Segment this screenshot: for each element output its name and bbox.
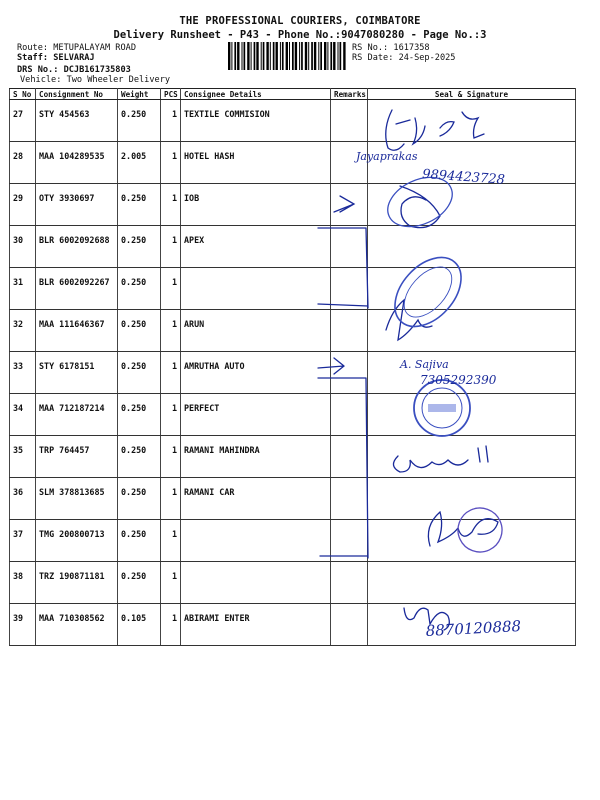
cell-weight: 0.250: [118, 436, 161, 478]
cell-consignment: MAA 712187214: [36, 394, 118, 436]
cell-pcs: 1: [161, 436, 181, 478]
cell-consignment: TMG 200800713: [36, 520, 118, 562]
col-remarks: Remarks: [331, 89, 368, 100]
cell-sno: 28: [10, 142, 36, 184]
col-pcs: PCS: [161, 89, 181, 100]
cell-weight: 0.250: [118, 100, 161, 142]
cell-signature: [368, 142, 576, 184]
barcode-bar: [299, 42, 300, 70]
cell-weight: 0.250: [118, 394, 161, 436]
handwritten-phone-row-28: 9894423728: [421, 167, 506, 188]
cell-signature: [368, 268, 576, 310]
col-seal-signature: Seal & Signature: [368, 89, 576, 100]
cell-pcs: 1: [161, 478, 181, 520]
cell-pcs: 1: [161, 562, 181, 604]
table-row: [10, 436, 576, 478]
cell-weight: 0.250: [118, 184, 161, 226]
cell-remarks: [331, 604, 368, 646]
cell-weight: 0.250: [118, 520, 161, 562]
cell-remarks: [331, 310, 368, 352]
handwritten-phone-row-39: 8870120888: [425, 617, 522, 640]
cell-consignee: ABIRAMI ENTER: [181, 604, 331, 646]
cell-sno: 39: [10, 604, 36, 646]
cell-signature: [368, 310, 576, 352]
cell-signature: [368, 100, 576, 142]
cell-remarks: [331, 268, 368, 310]
rs-number: RS No.: 1617358: [352, 43, 430, 53]
col-weight: Weight: [118, 89, 161, 100]
cell-consignment: TRZ 190871181: [36, 562, 118, 604]
cell-consignee: [181, 268, 331, 310]
cell-sno: 36: [10, 478, 36, 520]
cell-pcs: 1: [161, 184, 181, 226]
cell-consignee: RAMANI CAR: [181, 478, 331, 520]
barcode-bar: [256, 42, 258, 70]
cell-weight: 0.250: [118, 310, 161, 352]
cell-sno: 29: [10, 184, 36, 226]
cell-consignment: TRP 764457: [36, 436, 118, 478]
runsheet-table: [9, 88, 576, 646]
cell-consignee: ARUN: [181, 310, 331, 352]
cell-signature: [368, 226, 576, 268]
table-header-row: [10, 89, 576, 100]
staff-label: Staff: SELVARAJ: [17, 53, 95, 63]
cell-remarks: [331, 562, 368, 604]
company-title: THE PROFESSIONAL COURIERS, COIMBATORE: [179, 15, 421, 27]
cell-remarks: [331, 142, 368, 184]
cell-remarks: [331, 478, 368, 520]
cell-consignee: TEXTILE COMMISION: [181, 100, 331, 142]
barcode-bar: [270, 42, 271, 70]
cell-consignee: APEX: [181, 226, 331, 268]
cell-consignment: STY 6178151: [36, 352, 118, 394]
runsheet-subtitle: Delivery Runsheet - P43 - Phone No.:9047080280 - Page No.:3: [113, 29, 487, 41]
cell-sno: 27: [10, 100, 36, 142]
cell-signature: [368, 436, 576, 478]
table-row: [10, 352, 576, 394]
cell-pcs: 1: [161, 226, 181, 268]
cell-pcs: 1: [161, 310, 181, 352]
cell-remarks: [331, 520, 368, 562]
barcode-bar: [242, 42, 243, 70]
barcode-bar: [305, 42, 307, 70]
barcode-bar: [330, 42, 332, 70]
drs-number: DRS No.: DCJB161735803: [17, 65, 131, 75]
cell-consignment: OTY 3930697: [36, 184, 118, 226]
barcode-bar: [338, 42, 339, 70]
barcode-bar: [251, 42, 252, 70]
cell-sno: 30: [10, 226, 36, 268]
cell-sno: 31: [10, 268, 36, 310]
table-row: [10, 184, 576, 226]
cell-consignment: STY 454563: [36, 100, 118, 142]
handwritten-phone-row-33: 7305292390: [420, 373, 497, 387]
barcode-bar: [314, 42, 316, 70]
barcode-icon: [228, 42, 348, 70]
cell-consignment: SLM 378813685: [36, 478, 118, 520]
cell-pcs: 1: [161, 352, 181, 394]
barcode-bar: [231, 42, 232, 70]
barcode-bar: [247, 42, 249, 70]
cell-pcs: 1: [161, 268, 181, 310]
cell-signature: [368, 562, 576, 604]
barcode-bar: [318, 42, 319, 70]
barcode-bar: [289, 42, 290, 70]
barcode-bar: [234, 42, 236, 70]
cell-pcs: 1: [161, 520, 181, 562]
cell-signature: [368, 184, 576, 226]
handwritten-name-row-28: Jayaprakas: [356, 150, 418, 163]
vehicle-label: Vehicle: Two Wheeler Delivery: [20, 75, 171, 85]
cell-consignee: HOTEL HASH: [181, 142, 331, 184]
table-row: [10, 394, 576, 436]
table-row: [10, 520, 576, 562]
barcode-bar: [266, 42, 268, 70]
col-sno: S No: [10, 89, 36, 100]
barcode-bar: [237, 42, 239, 70]
barcode-bar: [343, 42, 345, 70]
cell-remarks: [331, 394, 368, 436]
cell-consignment: BLR 6002092267: [36, 268, 118, 310]
cell-consignment: MAA 710308562: [36, 604, 118, 646]
barcode-bar: [292, 42, 294, 70]
barcode-bar: [311, 42, 313, 70]
barcode-bar: [320, 42, 322, 70]
cell-consignment: MAA 104289535: [36, 142, 118, 184]
cell-weight: 0.105: [118, 604, 161, 646]
cell-consignee: RAMANI MAHINDRA: [181, 436, 331, 478]
barcode-bar: [244, 42, 246, 70]
col-consignment: Consignment No: [36, 89, 118, 100]
cell-consignment: BLR 6002092688: [36, 226, 118, 268]
cell-sno: 38: [10, 562, 36, 604]
barcode-bar: [276, 42, 278, 70]
barcode-bar: [263, 42, 265, 70]
cell-consignee: [181, 520, 331, 562]
barcode-bar: [228, 42, 230, 70]
cell-consignee: AMRUTHA AUTO: [181, 352, 331, 394]
cell-signature: [368, 478, 576, 520]
cell-sno: 35: [10, 436, 36, 478]
barcode-bar: [340, 42, 342, 70]
col-consignee: Consignee Details: [181, 89, 331, 100]
cell-weight: 0.250: [118, 478, 161, 520]
cell-weight: 0.250: [118, 226, 161, 268]
cell-weight: 0.250: [118, 562, 161, 604]
barcode-bar: [301, 42, 303, 70]
cell-remarks: [331, 436, 368, 478]
cell-signature: [368, 520, 576, 562]
barcode-bar: [324, 42, 326, 70]
barcode-bar: [280, 42, 281, 70]
barcode-bar: [327, 42, 328, 70]
cell-pcs: 1: [161, 142, 181, 184]
cell-consignee: PERFECT: [181, 394, 331, 436]
cell-weight: 0.250: [118, 268, 161, 310]
barcode-bar: [333, 42, 335, 70]
cell-signature: [368, 604, 576, 646]
cell-remarks: [331, 184, 368, 226]
cell-sno: 33: [10, 352, 36, 394]
barcode-bar: [295, 42, 297, 70]
cell-sno: 37: [10, 520, 36, 562]
table-row: [10, 310, 576, 352]
table-row: [10, 604, 576, 646]
cell-consignment: MAA 111646367: [36, 310, 118, 352]
cell-signature: [368, 394, 576, 436]
cell-remarks: [331, 226, 368, 268]
table-row: [10, 478, 576, 520]
cell-remarks: [331, 100, 368, 142]
table-row: [10, 100, 576, 142]
barcode-bar: [282, 42, 284, 70]
barcode-bar: [254, 42, 256, 70]
table-row: [10, 562, 576, 604]
barcode-bar: [261, 42, 262, 70]
barcode-bar: [308, 42, 309, 70]
barcode-bar: [273, 42, 275, 70]
cell-pcs: 1: [161, 604, 181, 646]
cell-remarks: [331, 352, 368, 394]
cell-weight: 2.005: [118, 142, 161, 184]
cell-sno: 32: [10, 310, 36, 352]
handwritten-name-row-33: A. Sajiva: [400, 358, 449, 371]
table-row: [10, 226, 576, 268]
cell-signature: [368, 352, 576, 394]
cell-pcs: 1: [161, 394, 181, 436]
rs-date: RS Date: 24-Sep-2025: [352, 53, 456, 63]
barcode-bar: [286, 42, 288, 70]
cell-weight: 0.250: [118, 352, 161, 394]
cell-consignee: [181, 562, 331, 604]
table-row: [10, 142, 576, 184]
route-label: Route: METUPALAYAM ROAD: [17, 43, 136, 53]
table-row: [10, 268, 576, 310]
cell-consignee: IOB: [181, 184, 331, 226]
cell-sno: 34: [10, 394, 36, 436]
cell-pcs: 1: [161, 100, 181, 142]
